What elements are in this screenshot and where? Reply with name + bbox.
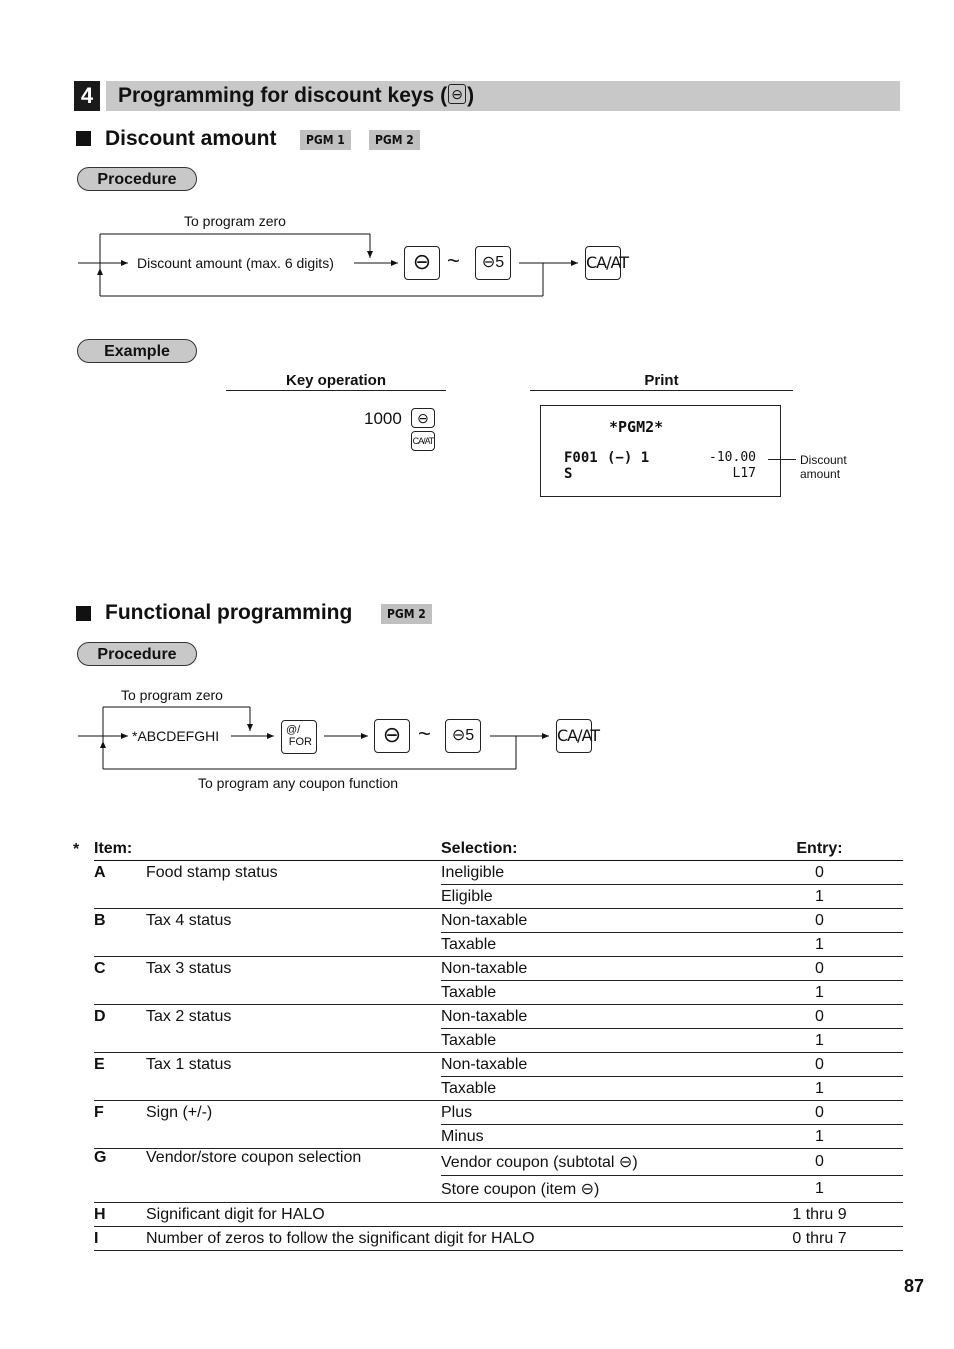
selection-value: Store coupon (item ⊖)	[441, 1176, 736, 1203]
example-minus-key: ⊖	[411, 408, 435, 428]
entry-value: 1	[736, 1125, 903, 1149]
entry-value: 1	[736, 1077, 903, 1101]
pgm1-badge: PGM 1	[300, 130, 351, 150]
item-code	[94, 1077, 146, 1101]
selection-value: Ineligible	[441, 861, 736, 885]
item-name: Tax 4 status	[146, 911, 232, 929]
section-title-prefix: Programming for discount keys (	[118, 84, 448, 107]
entry-value: 1	[736, 933, 903, 957]
table-row	[94, 1005, 903, 1029]
selection-value: Non-taxable	[441, 1005, 736, 1029]
entry-value: 1	[736, 981, 903, 1005]
receipt-title: *PGM2*	[609, 418, 664, 436]
item-input-label: *ABCDEFGHI	[132, 728, 220, 744]
ca-at-key: CA/AT	[556, 719, 592, 753]
table-row	[94, 1101, 903, 1125]
entry-value: 0 thru 7	[736, 1227, 903, 1251]
selection-value: Non-taxable	[441, 909, 736, 933]
table-header-row	[94, 837, 903, 861]
receipt-line1-right: -10.00	[709, 450, 756, 465]
example-ca-at-key: CA/AT	[411, 431, 435, 451]
table-row	[94, 1203, 903, 1227]
entry-value: 0	[736, 1149, 903, 1176]
discount-amount-input-label: Discount amount (max. 6 digits)	[137, 255, 334, 271]
to-program-zero-label: To program zero	[184, 213, 286, 229]
key-operation-header: Key operation	[285, 372, 387, 389]
procedure-label: Procedure	[77, 167, 197, 191]
print-header: Print	[644, 372, 679, 389]
item-code	[94, 1176, 146, 1203]
receipt-line1-mid: (−) 1	[607, 450, 650, 466]
minus-key: ⊖	[374, 719, 410, 753]
item-code	[94, 885, 146, 909]
receipt-line1-left: F001	[564, 450, 598, 466]
entry-value: 0	[736, 861, 903, 885]
item-name: Tax 1 status	[146, 1055, 232, 1073]
table-row	[94, 1053, 903, 1077]
item-name: Food stamp status	[146, 863, 278, 881]
selection-value: Taxable	[441, 1077, 736, 1101]
item-name	[146, 1029, 441, 1053]
discount-amount-heading: Discount amount	[105, 127, 277, 150]
section-number: 4	[74, 81, 100, 111]
example-label: Example	[77, 339, 197, 363]
item-name: Number of zeros to follow the significant digit for HALO	[146, 1227, 736, 1251]
functional-programming-heading: Functional programming	[105, 601, 353, 624]
table-row	[94, 885, 903, 909]
entry-value: 1	[736, 1029, 903, 1053]
entry-value: 0	[736, 1005, 903, 1029]
item-header: Item:	[94, 837, 441, 861]
entry-value: 0	[736, 1101, 903, 1125]
item-code: I	[94, 1227, 146, 1251]
selection-value: Non-taxable	[441, 1053, 736, 1077]
table-asterisk: *	[73, 841, 80, 858]
item-code	[94, 1125, 146, 1149]
selection-value: Eligible	[441, 885, 736, 909]
table-row	[94, 1125, 903, 1149]
entry-value: 0	[736, 957, 903, 981]
minus-key: ⊖	[404, 246, 440, 280]
item-code: E	[94, 1055, 105, 1073]
selection-value: Taxable	[441, 981, 736, 1005]
example-value: 1000	[364, 409, 402, 428]
item-name: Tax 2 status	[146, 1007, 232, 1025]
to-program-zero-label: To program zero	[121, 687, 223, 703]
range-tilde: ~	[418, 721, 431, 746]
table-row	[94, 909, 903, 933]
divider	[530, 390, 793, 391]
at-for-key-bottom: FOR	[288, 736, 312, 748]
selection-header: Selection:	[441, 837, 736, 861]
divider	[226, 390, 446, 391]
ca-at-key: CA/AT	[585, 246, 621, 280]
item-name	[146, 1077, 441, 1101]
receipt-line2-right: L17	[732, 466, 756, 481]
section-title-suffix: )	[467, 84, 475, 107]
item-name	[146, 1176, 441, 1203]
selection-value: Non-taxable	[441, 957, 736, 981]
discount-amount-callout: Discount amount	[800, 453, 847, 481]
item-name: Sign (+/-)	[146, 1103, 213, 1121]
pgm2-badge: PGM 2	[369, 130, 420, 150]
selection-value: Taxable	[441, 1029, 736, 1053]
entry-value: 0	[736, 1053, 903, 1077]
page-number: 87	[903, 1276, 924, 1296]
item-code: B	[94, 911, 106, 929]
entry-header: Entry:	[736, 837, 903, 861]
item-name	[146, 981, 441, 1005]
item-code	[94, 981, 146, 1005]
at-for-key	[281, 720, 317, 754]
selection-value: Vendor coupon (subtotal ⊖)	[441, 1149, 736, 1176]
minus5-key: ⊖5	[475, 246, 511, 280]
table-row	[94, 1176, 903, 1203]
table-row	[94, 933, 903, 957]
table-row	[94, 1077, 903, 1101]
item-name	[146, 1125, 441, 1149]
item-name: Tax 3 status	[146, 959, 232, 977]
item-name: Significant digit for HALO	[146, 1203, 736, 1227]
item-code: A	[94, 863, 106, 881]
item-name	[146, 933, 441, 957]
bullet-square-icon	[76, 606, 91, 621]
entry-value: 1 thru 9	[736, 1203, 903, 1227]
table-row	[94, 981, 903, 1005]
pgm2-badge: PGM 2	[381, 604, 432, 624]
selection-value: Minus	[441, 1125, 736, 1149]
item-name	[146, 885, 441, 909]
table-row	[94, 1029, 903, 1053]
procedure-label: Procedure	[77, 642, 197, 666]
coupon-function-note: To program any coupon function	[198, 775, 399, 791]
minus5-key: ⊖5	[445, 719, 481, 753]
receipt-line2-left: S	[564, 466, 573, 482]
item-code	[94, 933, 146, 957]
table-row	[94, 1227, 903, 1251]
table-row	[94, 1149, 903, 1176]
at-for-key-top: @/	[286, 724, 301, 736]
callout-leader	[768, 459, 796, 460]
table-row	[94, 957, 903, 981]
item-code: C	[94, 959, 106, 977]
item-selection-table	[94, 837, 903, 1251]
table-row	[94, 861, 903, 885]
item-code: D	[94, 1007, 106, 1025]
selection-value: Plus	[441, 1101, 736, 1125]
discount-key-icon: ⊖	[448, 84, 466, 104]
item-code	[94, 1029, 146, 1053]
item-code: G	[94, 1149, 107, 1166]
selection-value: Taxable	[441, 933, 736, 957]
item-name: Vendor/store coupon selection	[146, 1149, 362, 1166]
item-code: F	[94, 1103, 104, 1121]
entry-value: 1	[736, 885, 903, 909]
entry-value: 0	[736, 909, 903, 933]
item-code: H	[94, 1203, 146, 1227]
range-tilde: ~	[447, 248, 460, 273]
entry-value: 1	[736, 1176, 903, 1203]
